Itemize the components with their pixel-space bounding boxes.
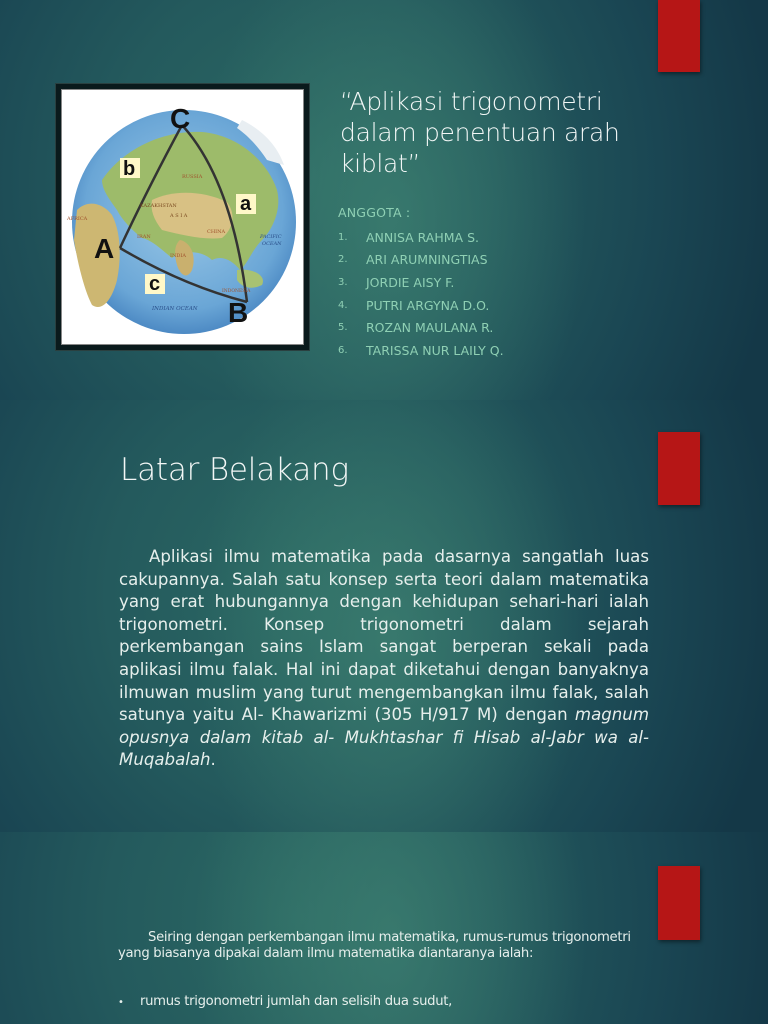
svg-text:INDIA: INDIA bbox=[170, 253, 186, 259]
globe-image bbox=[61, 89, 304, 345]
list-item: 5. ROZAN MAULANA R. bbox=[338, 320, 494, 336]
presentation-title: “Aplikasi trigonometri dalam penentuan arah kiblat” bbox=[340, 87, 620, 178]
svg-text:AFRICA: AFRICA bbox=[67, 216, 88, 222]
section-title: Latar Belakang bbox=[120, 452, 349, 488]
globe-triangle-icon bbox=[62, 90, 305, 346]
svg-text:CHINA: CHINA bbox=[207, 229, 226, 235]
slide-rumus bbox=[0, 832, 768, 1024]
bullet-icon: • bbox=[118, 997, 124, 1008]
background-paragraph: Aplikasi ilmu matematika pada dasarnya sangatlah luas cakupannya. Salah satu konsep serta teori dalam matematika yang erat hubungannya dengan kehidupan sehari-hari ialah trigonometri. Konsep trigonometri dalam sejarah perkembangan sains Islam sangat berperan sekali pada aplikasi ilmu falak. Hal ini dapat diketahui dengan banyaknya ilmuwan muslim yang turut mengembangkan ilmu falak, salah satunya yaitu Al- Khawarizmi (305 H/917 M) dengan magnum opusnya dalam kitab al- Mukhtashar fi Hisab al-Jabr wa al-Muqabalah. bbox=[119, 547, 649, 770]
globe-figure bbox=[55, 83, 310, 351]
svg-text:A: A bbox=[94, 233, 115, 264]
svg-text:b: b bbox=[123, 158, 136, 180]
red-accent-bar bbox=[658, 0, 700, 72]
svg-text:A S I A: A S I A bbox=[170, 213, 188, 219]
member-name: JORDIE AISY F. bbox=[366, 274, 455, 290]
list-item: 4. PUTRI ARGYNA D.O. bbox=[338, 297, 490, 313]
svg-text:a: a bbox=[240, 193, 252, 215]
red-accent-bar bbox=[658, 432, 700, 505]
members-heading: ANGGOTA : bbox=[338, 205, 411, 220]
svg-text:KAZAKHSTAN: KAZAKHSTAN bbox=[140, 203, 177, 209]
list-item: 2. ARI ARUMNINGTIAS bbox=[338, 252, 488, 268]
member-name: ARI ARUMNINGTIAS bbox=[366, 252, 488, 268]
svg-text:RUSSIA: RUSSIA bbox=[182, 174, 203, 180]
list-item: 1. ANNISA RAHMA S. bbox=[338, 229, 479, 245]
list-item: • rumus trigonometri jumlah dan selisih dua sudut, bbox=[118, 994, 452, 1012]
book-title: magnum opusnya dalam kitab al- Mukhtashar fi Hisab al-Jabr wa al-Muqabalah bbox=[119, 705, 649, 770]
member-name: TARISSA NUR LAILY Q. bbox=[366, 342, 504, 358]
member-name: ANNISA RAHMA S. bbox=[366, 229, 479, 245]
svg-text:INDONESIA: INDONESIA bbox=[222, 289, 251, 294]
member-name: ROZAN MAULANA R. bbox=[366, 320, 494, 336]
formula-list bbox=[118, 994, 452, 1012]
slide-latar-belakang bbox=[0, 400, 768, 832]
red-accent-bar bbox=[658, 866, 700, 940]
members-list bbox=[338, 226, 504, 362]
svg-text:INDIAN OCEAN: INDIAN OCEAN bbox=[152, 306, 198, 312]
svg-text:IRAN: IRAN bbox=[137, 234, 151, 240]
svg-text:c: c bbox=[149, 273, 161, 295]
svg-text:B: B bbox=[228, 297, 249, 328]
svg-text:OCEAN: OCEAN bbox=[262, 241, 282, 247]
slide-title bbox=[0, 0, 768, 400]
svg-text:PACIFIC: PACIFIC bbox=[260, 234, 282, 240]
list-item: 6. TARISSA NUR LAILY Q. bbox=[338, 342, 504, 358]
member-name: PUTRI ARGYNA D.O. bbox=[366, 297, 490, 313]
intro-paragraph: Seiring dengan perkembangan ilmu matematika, rumus-rumus trigonometri yang biasanya dipakai dalam ilmu matematika diantaranya ialah: bbox=[118, 930, 631, 961]
list-item: 3. JORDIE AISY F. bbox=[338, 274, 455, 290]
svg-text:C: C bbox=[170, 103, 191, 134]
